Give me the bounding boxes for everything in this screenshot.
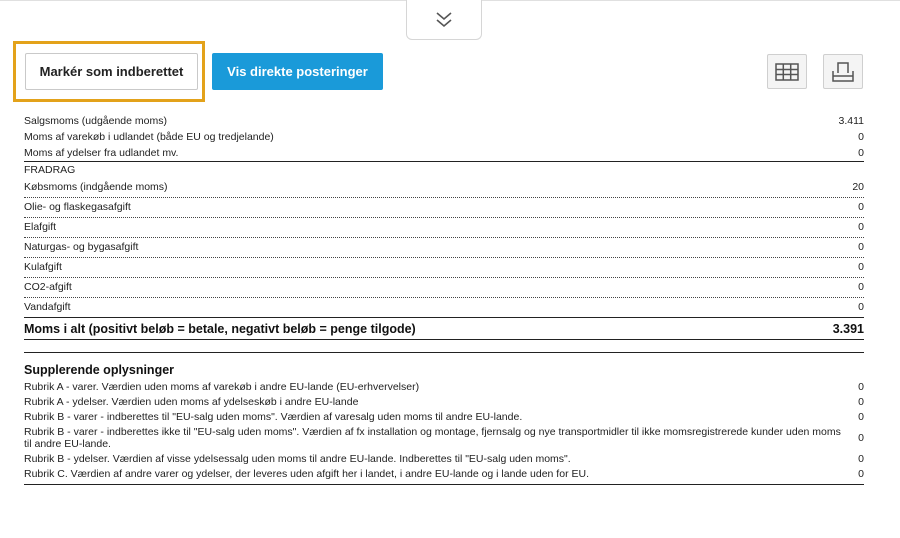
vat-row — [24, 113, 864, 129]
supplementary-row-label: Rubrik C. Værdien af andre varer og ydelser, der leveres uden afgift her i landet, i andre EU-lande og i lande uden for EU. — [24, 467, 589, 480]
section-divider — [24, 340, 864, 353]
supplementary-row — [24, 379, 864, 394]
deduction-row-value: 20 — [852, 181, 864, 193]
deduction-row-label: Købsmoms (indgående moms) — [24, 181, 168, 193]
vat-row — [24, 129, 864, 145]
vat-total-row — [24, 318, 864, 340]
supplementary-row-value: 0 — [858, 431, 864, 444]
deduction-row-value: 0 — [858, 281, 864, 293]
deduction-row-value: 0 — [858, 241, 864, 253]
deduction-row-label: Elafgift — [24, 221, 57, 233]
supplementary-row-label: Rubrik B - varer - indberettes ikke til "EU-salg uden moms". Værdien af fx installation og montage, fjernsalg og nye transportmidler til ikke momsregistrerede kunder uden moms til andre EU-lande. — [24, 425, 841, 450]
table-view-button[interactable] — [767, 54, 807, 89]
deduction-row — [24, 198, 864, 218]
deductions-heading: FRADRAG — [24, 164, 76, 176]
supplementary-row — [24, 424, 864, 451]
supplementary-row-value: 0 — [858, 410, 864, 423]
deduction-row-value: 0 — [858, 301, 864, 313]
supplementary-row — [24, 451, 864, 466]
deduction-row-value: 0 — [858, 261, 864, 273]
deduction-row — [24, 218, 864, 238]
supplementary-row-label: Rubrik B - varer - indberettes til "EU-salg uden moms". Værdien af varesalg uden moms til andre EU-lande. — [24, 410, 523, 423]
deduction-row-label: Kulafgift — [24, 261, 62, 273]
supplementary-row — [24, 394, 864, 409]
supplementary-row-label: Rubrik A - ydelser. Værdien uden moms af ydelseskøb i andre EU-lande — [24, 395, 359, 408]
vat-row-label: Moms af varekøb i udlandet (både EU og tredjelande) — [24, 130, 274, 143]
supplementary-row-value: 0 — [858, 452, 864, 465]
deduction-row-value: 0 — [858, 201, 864, 213]
supplementary-row-value: 0 — [858, 395, 864, 408]
deduction-row-label: Olie- og flaskegasafgift — [24, 201, 131, 213]
deduction-row — [24, 238, 864, 258]
supplementary-row — [24, 466, 864, 485]
table-icon — [775, 63, 799, 81]
supplementary-title: Supplerende oplysninger — [24, 363, 175, 377]
supplementary-row-value: 0 — [858, 380, 864, 393]
collapse-toggle[interactable] — [406, 0, 482, 40]
deduction-row-value: 0 — [858, 221, 864, 233]
vat-total-label: Moms i alt (positivt beløb = betale, negativt beløb = penge tilgode) — [24, 321, 416, 336]
vat-row-value: 0 — [858, 146, 864, 159]
vat-report — [24, 113, 864, 485]
supplementary-row — [24, 409, 864, 424]
vat-row-label: Moms af ydelser fra udlandet mv. — [24, 146, 179, 159]
vat-row — [24, 145, 864, 162]
print-icon — [832, 61, 854, 83]
supplementary-row-value: 0 — [858, 467, 864, 480]
double-chevron-down-icon — [434, 10, 454, 30]
print-button[interactable] — [823, 54, 863, 89]
deduction-row-label: Naturgas- og bygasafgift — [24, 241, 139, 253]
deduction-row — [24, 258, 864, 278]
deduction-row — [24, 278, 864, 298]
deduction-row-label: Vandafgift — [24, 301, 71, 313]
vat-row-value: 3.411 — [838, 114, 864, 127]
deduction-row — [24, 178, 864, 198]
deduction-row-label: CO2-afgift — [24, 281, 72, 293]
show-direct-postings-button[interactable]: Vis direkte posteringer — [212, 53, 383, 90]
deduction-row — [24, 298, 864, 318]
vat-row-label: Salgsmoms (udgående moms) — [24, 114, 167, 127]
mark-as-reported-button[interactable]: Markér som indberettet — [25, 53, 198, 90]
supplementary-row-label: Rubrik A - varer. Værdien uden moms af varekøb i andre EU-lande (EU-erhvervelser) — [24, 380, 420, 393]
vat-total-value: 3.391 — [832, 321, 864, 336]
vat-row-value: 0 — [858, 130, 864, 143]
supplementary-row-label: Rubrik B - ydelser. Værdien af visse ydelsessalg uden moms til andre EU-lande. Indberettes til "EU-salg uden moms". — [24, 452, 571, 465]
